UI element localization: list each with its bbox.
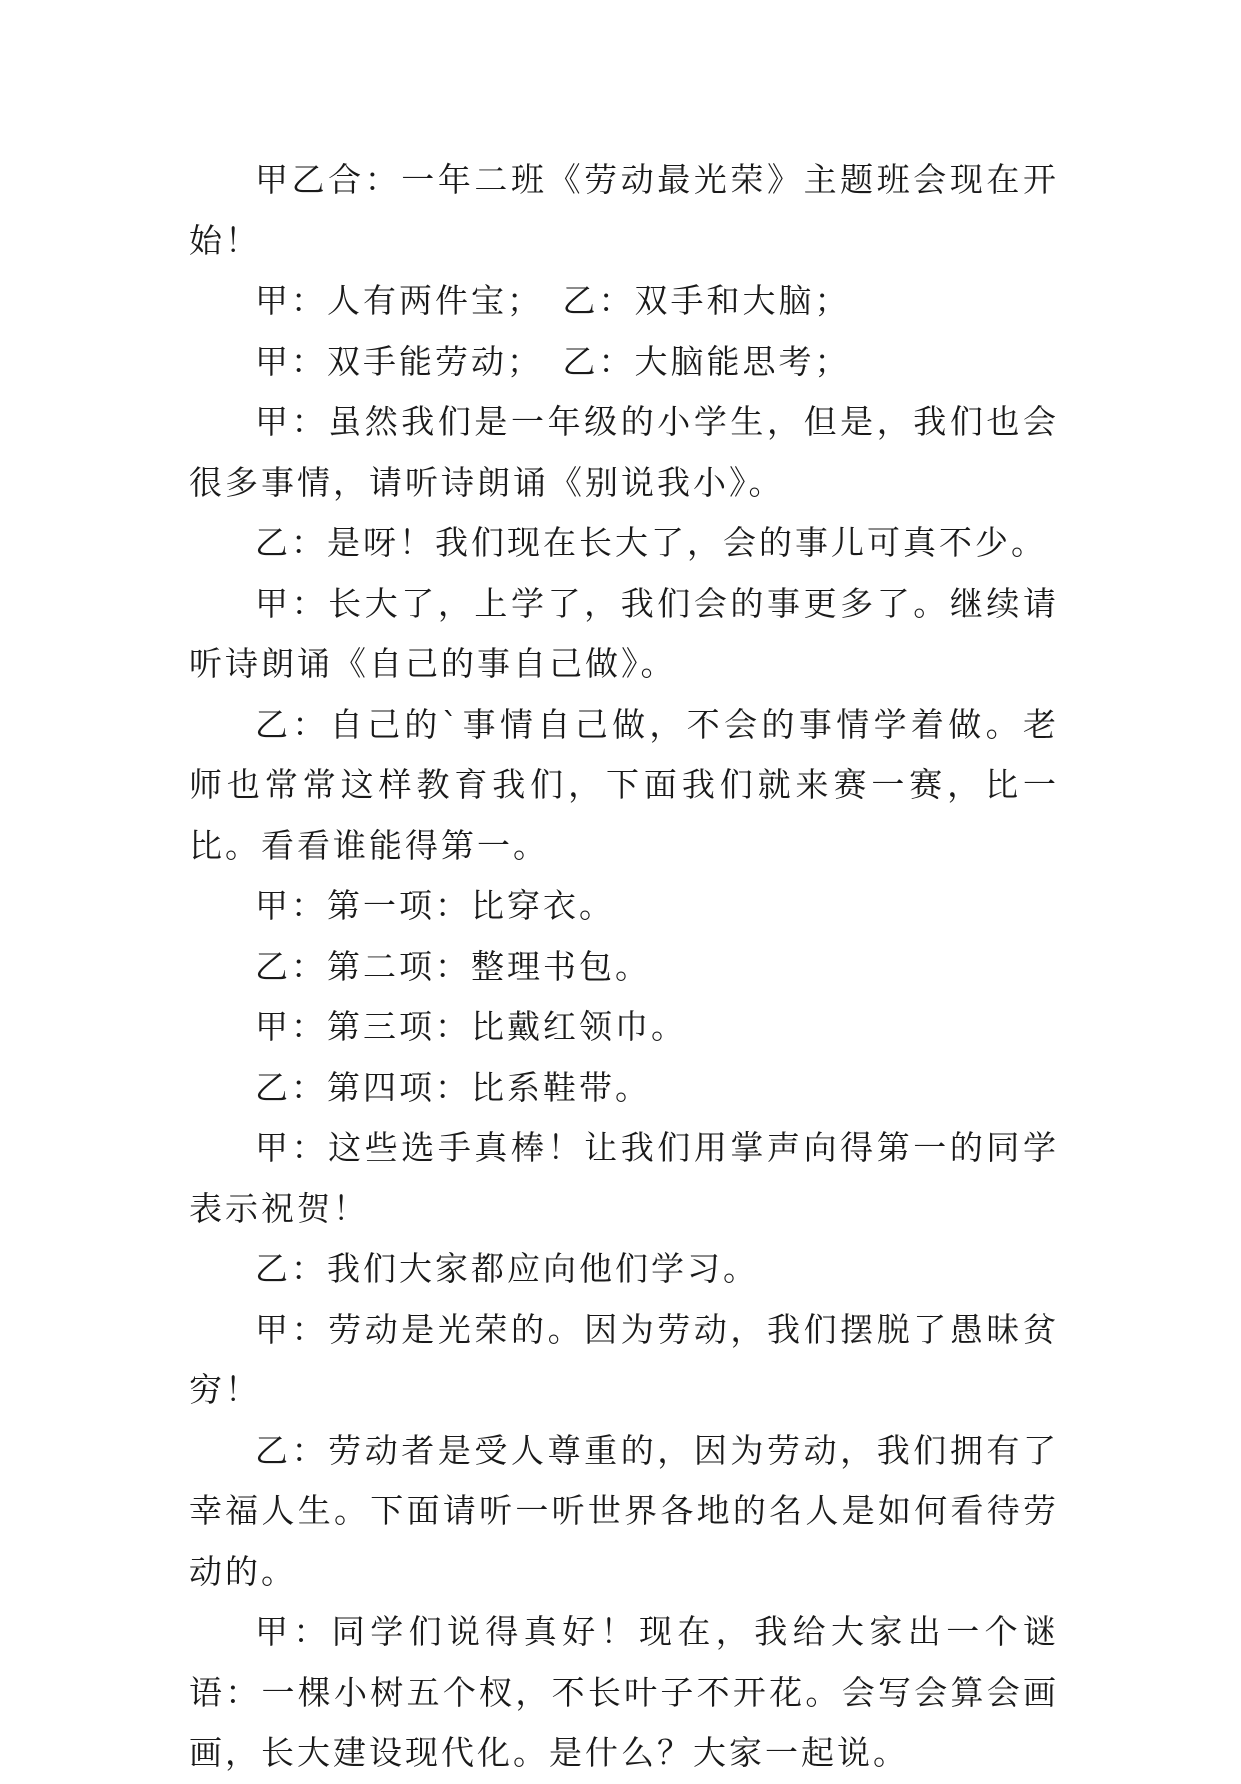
paragraph-labor-glorious: 甲：劳动是光荣的。因为劳动，我们摆脱了愚昧贫穷！	[189, 1309, 1059, 1409]
paragraph-opening: 甲乙合：一年二班《劳动最光荣》主题班会现在开始！	[189, 160, 1059, 260]
paragraph-hands-brain: 甲：双手能劳动； 乙：大脑能思考；	[255, 341, 851, 381]
paragraph-item-3: 甲：第三项：比戴红领巾。	[255, 1007, 687, 1046]
paragraph-item-1: 甲：第一项：比穿衣。	[255, 886, 615, 925]
paragraph-two-treasures: 甲：人有两件宝； 乙：双手和大脑；	[255, 281, 851, 320]
paragraph-poem-dont-say-small: 甲：虽然我们是一年级的小学生，但是，我们也会很多事情，请听诗朗诵《别说我小》。	[189, 402, 1059, 502]
paragraph-item-2: 乙：第二项：整理书包。	[255, 946, 651, 986]
paragraph-competition-intro: 乙：自己的`事情自己做，不会的事情学着做。老师也常常这样教育我们，下面我们就来赛一赛，比一比。看看谁能得第一。	[189, 704, 1059, 865]
paragraph-item-4: 乙：第四项：比系鞋带。	[255, 1067, 651, 1107]
paragraph-labor-respected: 乙：劳动者是受人尊重的，因为劳动，我们拥有了幸福人生。下面请听一听世界各地的名人是如何看待劳动的。	[189, 1430, 1059, 1591]
paragraph-grown-up: 乙：是呀！我们现在长大了，会的事儿可真不少。	[255, 523, 1047, 562]
paragraph-congratulations: 甲：这些选手真棒！让我们用掌声向得第一的同学表示祝贺！	[189, 1128, 1059, 1228]
paragraph-learn-from-them: 乙：我们大家都应向他们学习。	[255, 1249, 759, 1288]
paragraph-riddle: 甲：同学们说得真好！现在，我给大家出一个谜语：一棵小树五个杈，不长叶子不开花。会写会算会画画，长大建设现代化。是什么？大家一起说。	[189, 1612, 1059, 1772]
paragraph-poem-own-things: 甲：长大了，上学了，我们会的事更多了。继续请听诗朗诵《自己的事自己做》。	[189, 583, 1059, 683]
document-body	[189, 150, 1059, 1784]
